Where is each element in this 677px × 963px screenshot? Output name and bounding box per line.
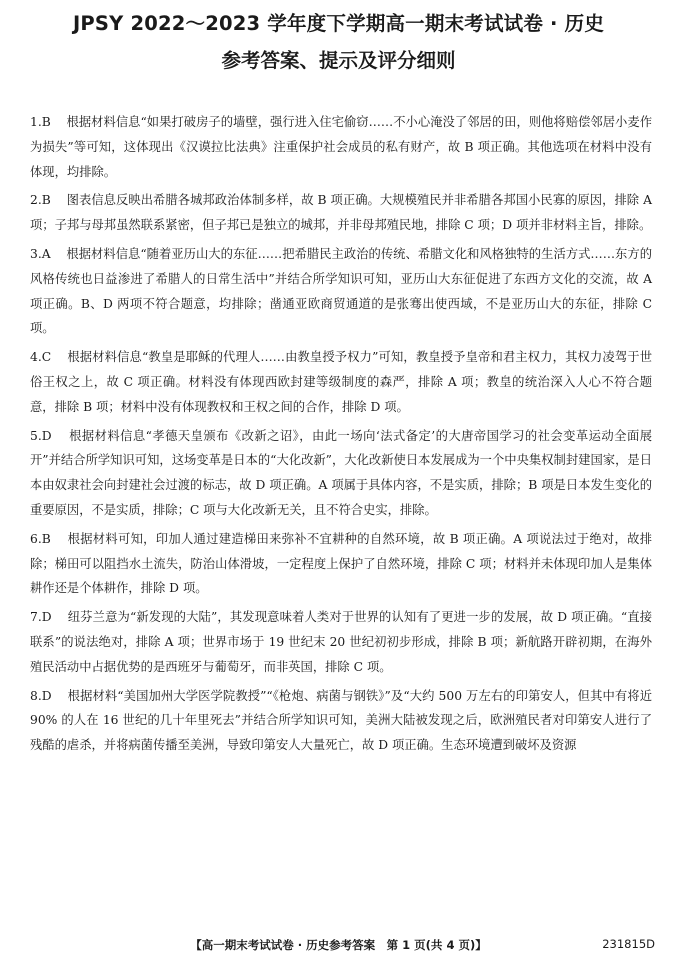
answer-number: 2.B: [30, 193, 51, 208]
page-footer: [0, 937, 677, 955]
answer-number: 8.D: [30, 688, 52, 703]
answer-number: 3.A: [30, 246, 51, 261]
answer-number: 5.D: [30, 428, 52, 443]
answer-number: 1.B: [30, 115, 51, 129]
answer-item-3: [30, 242, 652, 341]
answer-explanation: 根据材料信息“孝德天皇颁布《改新之诏》，由此一场向‘法式备定’的大唐帝国学习的社会变革运动全面展开”并结合所学知识可知，这场变革是日本的“大化改新”，大化改新使日本发展成为一个中央集权制封建国家，是日本由奴隶社会向封建社会过渡的标志，故 D 项正确。A 项属于具体内容，不是实质，排除；B 项是日本发生变化的重要原因，不是实质，排除；C 项与大化改新无关，且不符合史实，排除。: [30, 428, 652, 517]
footer-page-info: 【高一期末考试试卷 · 历史参考答案 第 1 页(共 4 页)】: [190, 938, 487, 952]
answer-explanation: 根据材料“美国加州大学医学院教授”“《枪炮、病菌与钢铁》”及“大约 500 万左右的印第安人，但其中有将近 90% 的人在 16 世纪的几十年里死去”并结合所学知识可知，美洲大陆被发现之后，欧洲殖民者对印第安人进行了残酷的虐杀，并将病菌传播至美洲，导致印第安人大量死亡，故 D 项正确。生态环境遭到破坏及资源: [30, 688, 652, 753]
answer-explanation: 根据材料信息“如果打破房子的墙壁，强行进入住宅偷窃……不小心淹没了邻居的田，则他将赔偿邻居小麦作为损失”等可知，这体现出《汉谟拉比法典》注重保护社会成员的私有财产，故 B 项正确。其他选项在材料中没有体现，均排除。: [30, 115, 652, 179]
answer-explanation: 根据材料信息“教皇是耶稣的代理人……由教皇授予权力”可知，教皇授予皇帝和君主权力，其权力凌驾于世俗王权之上，故 C 项正确。材料没有体现西欧封建等级制度的森严，排除 A 项；教皇的统治深入人心不符合题意，排除 B 项；材料中没有体现教权和王权之间的合作，排除 D 项。: [30, 350, 653, 414]
answer-item-2: [30, 188, 652, 238]
answer-number: 7.D: [30, 610, 52, 625]
footer-paper-code: 231815D: [602, 937, 655, 951]
answer-number: 4.C: [30, 350, 52, 365]
answer-list: [30, 110, 652, 762]
answer-item-8: [30, 684, 652, 758]
page-subtitle: 参考答案、提示及评分细则: [221, 49, 456, 72]
answer-item-6: [30, 527, 652, 601]
answer-item-4: [30, 345, 652, 419]
answer-item-7: [30, 605, 652, 679]
answer-explanation: 纽芬兰意为“新发现的大陆”，其发现意味着人类对于世界的认知有了更进一步的发展，故 D 项正确。“直接联系”的说法绝对，排除 A 项；世界市场于 19 世纪末 20 世纪初初步形成，排除 B 项；新航路开辟初期，在海外殖民活动中占据优势的是西班牙与葡萄牙，而非英国，排除 C 项。: [30, 610, 652, 674]
answer-item-1: [30, 110, 652, 184]
answer-explanation: 图表信息反映出希腊各城邦政治体制多样，故 B 项正确。大规模殖民并非希腊各邦国小民寡的原因，排除 A 项；子邦与母邦虽然联系紧密，但子邦已是独立的城邦，并非母邦殖民地，排除 C 项；D 项并非材料主旨，排除。: [30, 193, 652, 233]
answer-number: 6.B: [30, 531, 51, 546]
answer-explanation: 根据材料信息“随着亚历山大的东征……把希腊民主政治的传统、希腊文化和风格独特的生活方式……东方的风格传统也日益渗进了希腊人的日常生活中”并结合所学知识可知，亚历山大东征促进了东西方文化的交流，故 A 项正确。B、D 两项不符合题意，均排除；凿通亚欧商贸通道的是张骞出使西域，不是亚历山大的东征，排除 C 项。: [30, 246, 652, 336]
page-title: JPSY 2022～2023 学年度下学期高一期末考试试卷 · 历史: [72, 12, 605, 35]
answer-item-5: [30, 424, 652, 523]
answer-explanation: 根据材料可知，印加人通过建造梯田来弥补不宜耕种的自然环境，故 B 项正确。A 项说法过于绝对，故排除；梯田可以阻挡水土流失，防治山体滑坡，一定程度上保护了自然环境，排除 C 项；材料并未体现印加人是集体耕作还是个体耕作，排除 D 项。: [30, 531, 652, 596]
